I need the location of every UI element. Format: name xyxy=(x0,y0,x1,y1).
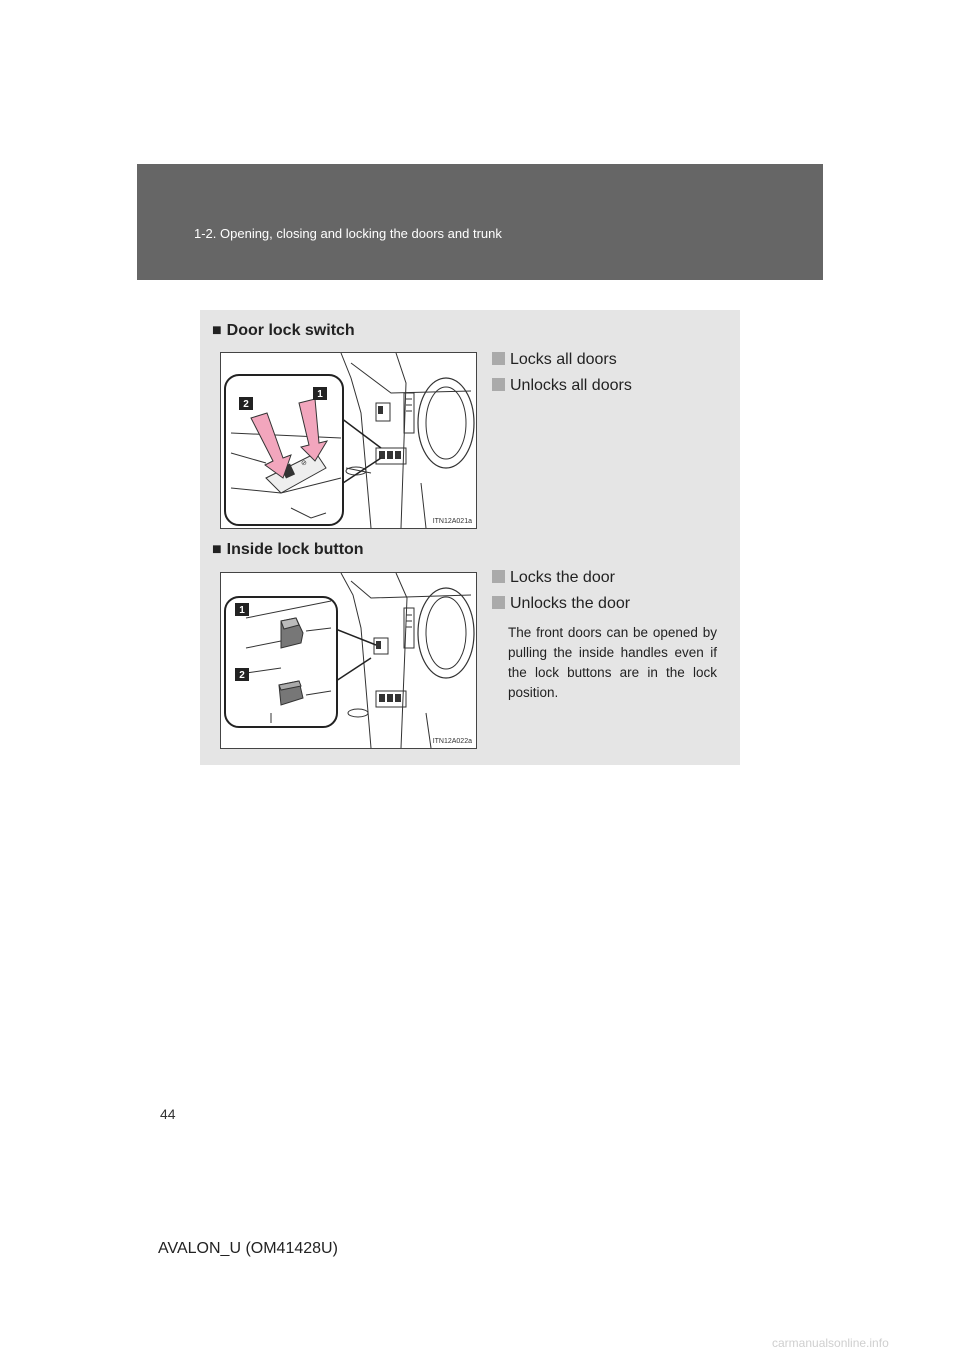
page-number: 44 xyxy=(160,1106,176,1122)
header-band xyxy=(137,164,823,280)
legend-locks-the-door xyxy=(492,569,615,587)
legend-label: Unlocks the door xyxy=(510,595,631,612)
section-title-inside-lock-button xyxy=(212,541,364,559)
section-bullet: ■ xyxy=(212,541,222,558)
legend-square-icon xyxy=(492,378,505,391)
legend-square-icon xyxy=(492,570,505,583)
watermark: carmanualsonline.info xyxy=(772,1336,889,1350)
door-lock-switch-illustration xyxy=(221,353,476,528)
legend-square-icon xyxy=(492,352,505,365)
lock-note: The front doors can be opened by pulling the inside handles even if the lock buttons are in the lock position. xyxy=(508,625,717,700)
door-lock-switch-figure xyxy=(220,352,477,529)
document-id: AVALON_U (OM41428U) xyxy=(158,1240,338,1257)
section-header: 1-2. Opening, closing and locking the doors and trunk xyxy=(194,226,502,241)
figure-code: ITN12A022a xyxy=(432,738,472,745)
legend-square-icon xyxy=(492,596,505,609)
legend-unlocks-all-doors xyxy=(492,377,632,395)
legend-label: Locks all doors xyxy=(510,351,617,368)
legend-locks-all-doors xyxy=(492,351,617,369)
section-title-text: Inside lock button xyxy=(226,541,364,558)
inside-lock-button-figure xyxy=(220,572,477,749)
content-panel xyxy=(200,310,740,765)
badge-2: 2 xyxy=(239,670,245,681)
badge-1: 1 xyxy=(317,389,323,400)
section-title-door-lock-switch xyxy=(212,322,355,340)
badge-2: 2 xyxy=(243,399,249,410)
svg-text:⊘: ⊘ xyxy=(301,460,307,467)
legend-label: Unlocks all doors xyxy=(510,377,632,394)
legend-label: Locks the door xyxy=(510,569,615,586)
inside-lock-button-illustration xyxy=(221,573,476,748)
badge-1: 1 xyxy=(239,605,245,616)
legend-unlocks-the-door xyxy=(492,595,630,613)
figure-code: ITN12A021a xyxy=(432,518,472,525)
section-bullet: ■ xyxy=(212,322,222,339)
section-title-text: Door lock switch xyxy=(226,322,355,339)
